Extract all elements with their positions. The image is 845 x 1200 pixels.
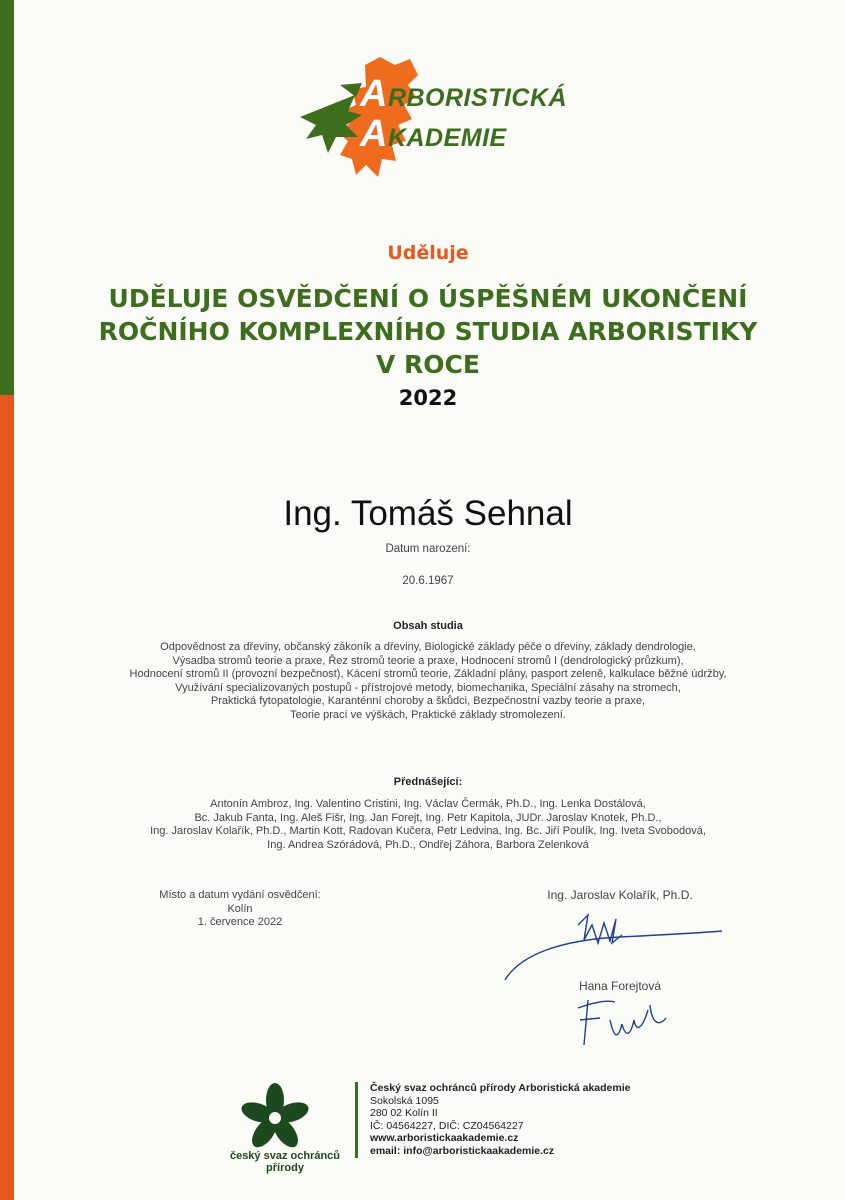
study-line: Odpovědnost za dřeviny, občanský zákoník a dřeviny, Biologické základy péče o dřeviny, základy dendrologie, [160,641,696,653]
study-line: Výsadba stromů teorie a praxe, Řez stromů teorie a praxe, Hodnocení stromů I (dendrologický průzkum), [172,654,684,667]
title-line-3: V ROCE [376,350,480,379]
study-heading: Obsah studia [393,620,463,632]
footer-city: 280 02 Kolín II [370,1107,438,1119]
signature-1 [500,895,730,985]
arboristicka-akademie-logo [300,55,570,190]
issue-block [120,889,360,930]
study-content [40,641,816,722]
lecturers-line: Ing. Andrea Szórádová, Ph.D., Ondřej Záhora, Barbora Zelenková [267,838,589,851]
footer-street: Sokolská 1095 [370,1094,439,1107]
awards-label: Uděluje [387,242,469,264]
logo-line1: ARBORISTICKÁ [360,73,568,115]
left-stripe-green [0,0,14,395]
cso-logo-text: český svaz ochránců přírody [229,1150,341,1174]
study-line: Využívání specializovaných postupů - přístrojové metody, biomechanika, Speciální zásahy na stromech, [175,681,681,694]
lecturers-heading: Přednášející: [393,776,463,788]
lecturers-line: Ing. Jaroslav Kolařík, Ph.D., Martin Kott, Radovan Kučera, Petr Ledvina, Ing. Bc. Jiří Poulík, Ing. Iveta Svobodová, [150,825,706,837]
left-stripe-orange [0,395,14,1200]
birth-label: Datum narození: [385,543,471,555]
study-line: Praktická fytopatologie, Karanténní choroby a škůdci, Bezpečnostní vazby teorie a praxe, [210,695,646,707]
footer-divider [355,1082,358,1158]
issue-date: 1. července 2022 [197,916,283,928]
birth-date: 20.6.1967 [402,575,454,587]
signer2-name: Hana Forejtová [578,979,662,993]
footer-web[interactable]: www.arboristickaakademie.cz [370,1132,519,1144]
lecturers-list [40,798,816,852]
recipient-name: Ing. Tomáš Sehnal [283,494,573,533]
footer-email[interactable]: email: info@arboristickaakademie.cz [370,1144,555,1157]
title-line-1: UDĚLUJE OSVĚDČENÍ O ÚSPĚŠNÉM UKONČENÍ [108,284,748,313]
signer1-name: Ing. Jaroslav Kolařík, Ph.D. [547,888,693,902]
footer-ids: IČ: 04564227, DIČ: CZ04564227 [370,1119,524,1132]
certificate-title [40,282,816,381]
footer-contact [370,1082,630,1157]
lecturers-line: Antonín Ambroz, Ing. Valentino Cristini, Ing. Václav Čermák, Ph.D., Ing. Lenka Dostálová, [210,798,646,810]
issue-label: Místo a datum vydání osvědčení: [159,889,321,901]
signature-2 [570,990,680,1050]
issue-place: Kolín [227,902,253,915]
title-line-2: ROČNÍHO KOMPLEXNÍHO STUDIA ARBORISTIKY [98,317,758,346]
lecturers-line: Bc. Jakub Fanta, Ing. Aleš Fišr, Ing. Jan Forejt, Ing. Petr Kapitola, JUDr. Jaroslav Knotek, Ph.D., [194,811,662,824]
study-line: Hodnocení stromů II (provozní bezpečnost), Kácení stromů teorie, Základní plány, pasport zeleně, kalkulace běžné údržby, [129,668,727,680]
logo-line2: AKADEMIE [360,113,507,155]
year: 2022 [398,386,458,410]
footer-org: Český svaz ochránců přírody Arboristická akademie [370,1082,631,1094]
study-line: Teorie prací ve výškách, Praktické základy stromolezení. [290,708,566,721]
